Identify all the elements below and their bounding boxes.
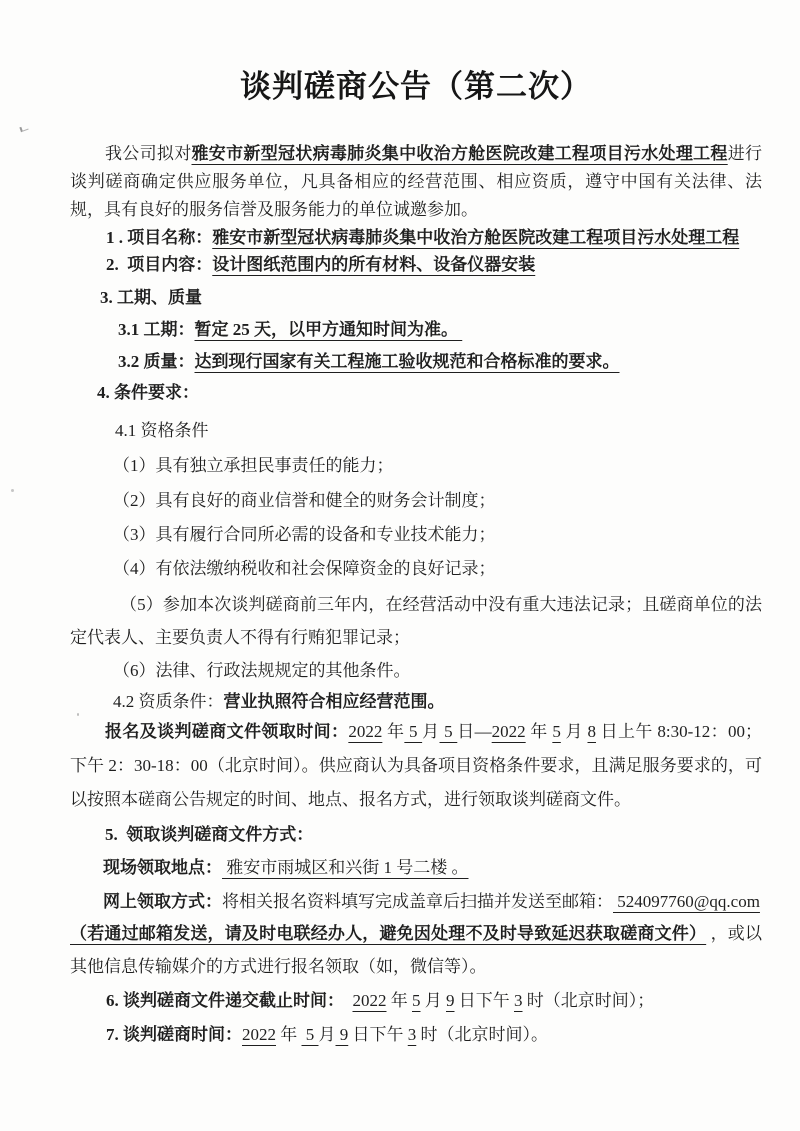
condition-2: （2）具有良好的商业信誉和健全的财务会计制度； [113, 491, 496, 510]
text-run: 2. 项目内容： [106, 255, 213, 274]
text-run: 日下午 [348, 1025, 408, 1044]
submission-deadline-line [106, 987, 762, 1014]
text-run: 营业执照符合相应经营范围。 [223, 692, 445, 711]
text-run: 3 [514, 991, 523, 1010]
quality-line [118, 348, 762, 375]
text-run: 5 [552, 722, 561, 741]
text-run: 月 [560, 722, 588, 741]
text-run: 时（北京时间）； [522, 991, 655, 1010]
condition-3: （3）具有履行合同所必需的设备和专业技术能力； [113, 525, 496, 544]
text-run: 2022 [491, 722, 526, 741]
qualification-line [113, 688, 762, 715]
email-note-paragraph [70, 917, 762, 983]
text-run: 2022 [242, 1025, 276, 1044]
text-run: 将相关报名资料填写完成盖章后扫描并发送至邮箱： [222, 892, 613, 911]
text-run: 雅安市新型冠状病毒肺炎集中收治方舱医院改建工程项目污水处理工程 [191, 144, 728, 163]
onsite-pickup-line [103, 854, 762, 881]
text-run: 进行谈判磋商确定供应服务单位，凡具备相应的经营范围、相应资质，遵守中国有关法律、法规，具有良好的服务信誉及服务能力的单位诚邀参加。 [70, 144, 763, 219]
negotiation-time-line [106, 1021, 762, 1048]
text-run: ，或以其他信息传输媒介的方式进行报名领取（如，微信等）。 [70, 924, 763, 976]
text-run: 我公司拟对 [105, 144, 192, 163]
scan-speck [19, 125, 28, 132]
text-run: 年 [276, 1025, 302, 1044]
text-run: 2022 [348, 722, 383, 741]
text-run: 7. 谈判磋商时间： [106, 1025, 242, 1044]
text-run: 月 [318, 1025, 336, 1044]
text-run: 年 [382, 722, 405, 741]
condition-4: （4）有依法缴纳税收和社会保障资金的良好记录； [113, 559, 496, 578]
text-run: 4.2 资质条件： [113, 692, 224, 711]
text-run: 3.1 工期： [118, 320, 195, 339]
text-run: 9 [335, 1025, 349, 1044]
section-4-1-heading: 4.1 资格条件 [115, 421, 209, 440]
condition-1: （1）具有独立承担民事责任的能力； [113, 456, 394, 475]
text-run: 5 [404, 722, 423, 741]
text-run: 5 [301, 1025, 319, 1044]
scan-speck [77, 713, 79, 716]
intro-paragraph [70, 140, 762, 224]
text-run: 524097760@qq.com [613, 892, 760, 911]
text-run: 5 [439, 722, 458, 741]
text-run: 雅安市雨城区和兴街 1 号二楼 。 [222, 858, 469, 877]
text-run: 3 [407, 1025, 417, 1044]
project-content-line [106, 251, 762, 278]
text-run: 时（北京时间）。 [416, 1025, 548, 1044]
section-4-heading: 4. 条件要求： [97, 383, 199, 402]
condition-6: （6）法律、行政法规规定的其他条件。 [113, 661, 411, 680]
text-run: 5 [412, 991, 421, 1010]
text-run: 设计图纸范围内的所有材料、设备仪器安装 [212, 255, 536, 274]
text-run: 2022 [352, 991, 387, 1010]
text-run: 年 [386, 991, 412, 1010]
text-run: （若通过邮箱发送，请及时电联经办人，避免因处理不及时导致延迟获取磋商文件） [70, 924, 707, 943]
text-run: 月 [422, 722, 440, 741]
text-run: 现场领取地点： [103, 858, 222, 877]
text-run: 9 [446, 991, 455, 1010]
online-pickup-line [103, 888, 762, 915]
page-title: 谈判磋商公告（第二次） [240, 69, 592, 104]
text-run: 月 [420, 991, 446, 1010]
text-run: 6. 谈判磋商文件递交截止时间： [106, 991, 344, 1010]
text-run: 3.2 质量： [118, 352, 195, 371]
text-run: 8 [587, 722, 596, 741]
text-run: 报名及谈判磋商文件领取时间： [105, 722, 349, 741]
text-run: 暂定 25 天，以甲方通知时间为准。 [194, 320, 463, 339]
text-run: 日下午 [454, 991, 514, 1010]
section-3-heading: 3. 工期、质量 [100, 288, 202, 307]
text-run: 达到现行国家有关工程施工验收规范和合格标准的要求。 [194, 352, 620, 371]
text-run: 日上午 8:30-12：00；下午 2：30-18：00（北京时间）。供应商认为具备项目资格条件要求，且满足服务要求的，可以按照本磋商公告规定的时间、地点、报名方式，进行领取谈判磋商文件。 [70, 722, 763, 809]
registration-time-paragraph [70, 715, 762, 817]
text-run: 雅安市新型冠状病毒肺炎集中收治方舱医院改建工程项目污水处理工程 [212, 228, 740, 247]
scan-speck [11, 489, 14, 492]
duration-line [118, 316, 762, 343]
text-run: 1 . 项目名称： [106, 228, 213, 247]
text-run: 网上领取方式： [103, 892, 222, 911]
condition-5: （5）参加本次谈判磋商前三年内，在经营活动中没有重大违法记录；且磋商单位的法定代表人、主要负责人不得有行贿犯罪记录； [70, 595, 762, 647]
text-run: 年 [525, 722, 553, 741]
text-run: 日— [457, 722, 492, 741]
section-5-heading: 5. 领取谈判磋商文件方式： [105, 825, 314, 844]
text-run [344, 991, 353, 1010]
project-name-line [106, 224, 762, 251]
